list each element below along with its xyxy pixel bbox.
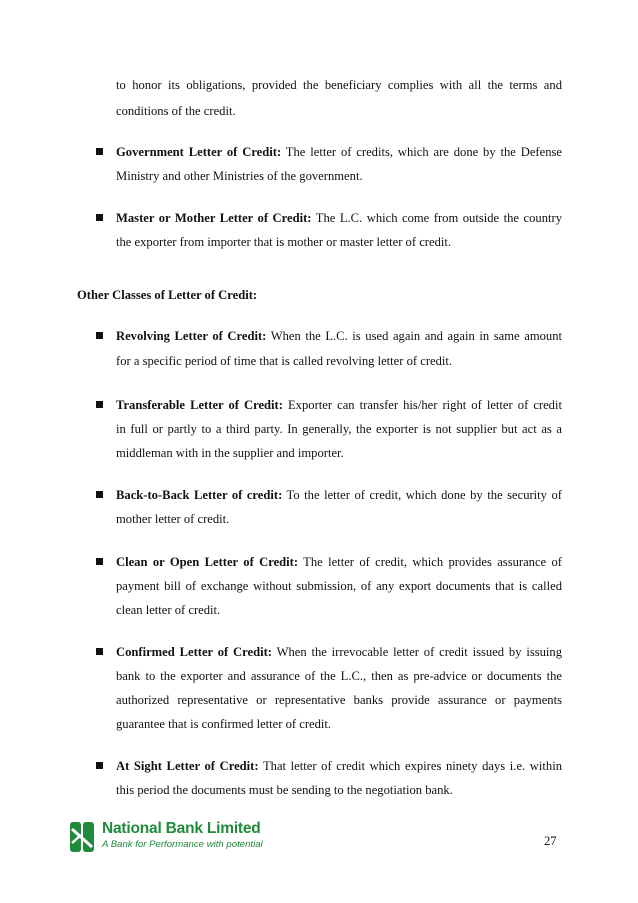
item-text-line-3: authorized representative or representative banks provide assurance or payments [116, 693, 562, 707]
item-term: Master or Mother Letter of Credit: [116, 211, 312, 225]
item-text-line-3: middleman with in the supplier and importer. [116, 446, 344, 460]
list-item-back-to-back [116, 487, 562, 503]
item-text-line-2: Ministry and other Ministries of the government. [116, 169, 363, 183]
item-term: At Sight Letter of Credit: [116, 759, 259, 773]
item-term: Back-to-Back Letter of credit: [116, 488, 283, 502]
item-text-line-2: for a specific period of time that is called revolving letter of credit. [116, 354, 453, 368]
bank-name: National Bank Limited [102, 820, 261, 837]
list-item-government [116, 144, 562, 160]
bank-tagline: A Bank for Performance with potential [102, 839, 263, 850]
item-text: When the L.C. is used again and again in same amount [266, 329, 562, 343]
list-item-transferable [116, 397, 562, 413]
item-text-line-4: guarantee that is confirmed letter of credit. [116, 717, 332, 731]
bullet-icon [96, 401, 103, 408]
item-text: Exporter can transfer his/her right of letter of credit [282, 398, 562, 412]
item-text-line-2: in full or partly to a third party. In generally, the exporter is not supplier but act as a [116, 422, 562, 436]
list-item-revolving [116, 328, 562, 344]
continuation-line-2: conditions of the credit. [116, 104, 236, 118]
item-term: Transferable Letter of Credit: [116, 398, 283, 412]
item-text-line-2: bank to the exporter and assurance of the L.C., then as pre-advice or documents the [116, 669, 562, 683]
item-text: When the irrevocable letter of credit issued by issuing [271, 645, 563, 659]
bullet-icon [96, 648, 103, 655]
item-text-line-3: clean letter of credit. [116, 603, 221, 617]
item-term: Government Letter of Credit: [116, 145, 282, 159]
item-text: That letter of credit which expires ninety days i.e. within [258, 759, 562, 773]
item-text: The letter of credits, which are done by the Defense [281, 145, 562, 159]
list-item-at-sight [116, 758, 562, 774]
bank-logo [68, 819, 268, 859]
section-heading: Other Classes of Letter of Credit: [77, 288, 258, 302]
continuation-line-1: to honor its obligations, provided the beneficiary complies with all the terms and [116, 78, 562, 92]
item-term: Clean or Open Letter of Credit: [116, 555, 299, 569]
list-item-master [116, 210, 562, 226]
item-text: To the letter of credit, which done by the security of [282, 488, 562, 502]
bullet-icon [96, 332, 103, 339]
item-text-line-2: mother letter of credit. [116, 512, 230, 526]
list-item-clean-open [116, 554, 562, 570]
item-text: The letter of credit, which provides assurance of [298, 555, 562, 569]
bank-emblem-icon [68, 819, 98, 855]
item-text-line-2: payment bill of exchange without submission, of any export documents that is called [116, 579, 562, 593]
bullet-icon [96, 214, 103, 221]
bullet-icon [96, 558, 103, 565]
bullet-icon [96, 491, 103, 498]
page-number: 27 [544, 834, 557, 848]
item-term: Revolving Letter of Credit: [116, 329, 267, 343]
bullet-icon [96, 762, 103, 769]
item-text-line-2: this period the documents must be sending to the negotiation bank. [116, 783, 453, 797]
item-term: Confirmed Letter of Credit: [116, 645, 272, 659]
item-text-line-2: the exporter from importer that is mother or master letter of credit. [116, 235, 452, 249]
bullet-icon [96, 148, 103, 155]
item-text: The L.C. which come from outside the country [311, 211, 562, 225]
list-item-confirmed [116, 644, 562, 660]
